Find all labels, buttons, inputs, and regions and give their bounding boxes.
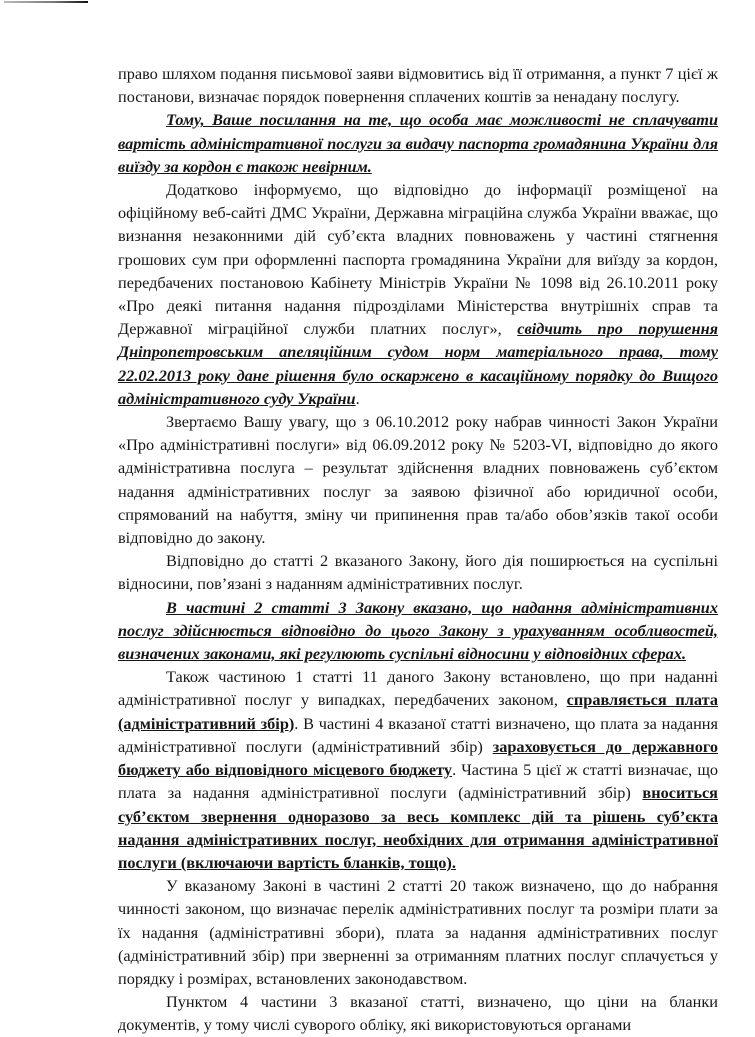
text-segment: Відповідно до статті 2 вказаного Закону, його дія поширюється на суспільні відносини, пов’язані з наданням адміністративних послуг. (118, 551, 718, 594)
bold-segment: справляється плата (адміністративний збір) (118, 690, 718, 733)
bold-segment: вноситься суб’єктом звернення одноразово за весь комплекс дій та рішень суб’єкта надання адміністративних послуг, необхідних для отримання адміністративної послуги (включаючи вартість бланків, тощо). (118, 783, 718, 872)
paragraph-8 (118, 874, 718, 990)
text-segment: Пунктом 4 частини 3 вказаної статті, визначено, що ціни на бланки документів, у тому числі суворого обліку, які використовуються органами (118, 992, 718, 1035)
text-segment: Також частиною 1 статті 11 даного Закону встановлено, що при наданні адміністративної послуг у випадках, передбачених законом, (118, 667, 718, 710)
text-segment: право шляхом подання письмової заяви відмовитись від її отримання, а пункт 7 цієї ж постанови, визначає порядок повернення сплачених коштів за ненадану послугу. (118, 64, 718, 107)
paragraph-5 (118, 549, 718, 595)
document-page (118, 62, 718, 1037)
emphasis-segment: Тому, Ваше посилання на те, що особа має можливості не сплачувати вартість адміністративної послуги за видачу паспорта громадянина України для виїзду за кордон є також невірним. (118, 110, 718, 176)
paragraph-9 (118, 990, 718, 1036)
scan-edge-mark (4, 1, 88, 3)
text-segment: У вказаному Законі в частині 2 статті 20 також визначено, що до набрання чинності законом, що визначає перелік адміністративних послуг та розміри плати за їх надання (адміністративні збори), плата за надання адміністративних послуг (адміністративний збір) при зверненні за отриманням платних послуг сплачується у порядку і розмірах, встановлених законодавством. (118, 876, 718, 988)
emphasis-segment: свідчить про порушення Дніпропетровським апеляційним судом норм матеріального права, тому 22.02.2013 року дане рішення було оскаржено в касаційному порядку до Вищого адміністративного суду України (118, 319, 718, 408)
paragraph-2 (118, 108, 718, 178)
bold-segment: зараховується до державного бюджету або відповідного місцевого бюджету (118, 736, 718, 780)
text-segment: . В частині 4 вказаної статті визначено, що плата за надання адміністративної послуги (адміністративний збір) (118, 713, 718, 756)
paragraph-1 (118, 62, 718, 108)
text-segment: . (355, 388, 360, 408)
paragraph-3 (118, 178, 718, 410)
emphasis-segment: В частині 2 статті 3 Закону вказано, що надання адміністративних послуг здійснюється відповідно до цього Закону з урахуванням особливостей, визначених законами, які регулюють суспільні відносини у відповідних сферах. (118, 597, 718, 664)
paragraph-6 (118, 596, 718, 666)
paragraph-4 (118, 410, 718, 549)
paragraph-7 (118, 665, 718, 874)
text-segment: . Частина 5 цієї ж статті визначає, що плата за надання адміністративної послуги (адміністративний збір) (118, 760, 719, 803)
text-segment: Звертаємо Вашу увагу, що з 06.10.2012 року набрав чинності Закон України «Про адміністративні послуги» від 06.09.2012 року № 5203-VI, відповідно до якого адміністративна послуга – результат здійснення владних повноважень суб’єктом надання адміністративних послуг за заявою фізичної або юридичної особи, спрямований на набуття, зміну чи припинення прав та/або обов’язків такої особи відповідно до закону. (118, 412, 718, 548)
text-segment: Додатково інформуємо, що відповідно до інформації розміщеної на офіційному веб-сайті ДМС України, Державна міграційна служба України вважає, що визнання незаконними дій суб’єкта владних повноважень у частині стягнення грошових сум при оформленні паспорта громадянина України для виїзду за кордон, передбачених постановою Кабінету Міністрів України № 1098 від 26.10.2011 року «Про деякі питання надання підрозділами Міністерства внутрішніх справ та Державної міграційної служби платних послуг», (118, 180, 718, 339)
